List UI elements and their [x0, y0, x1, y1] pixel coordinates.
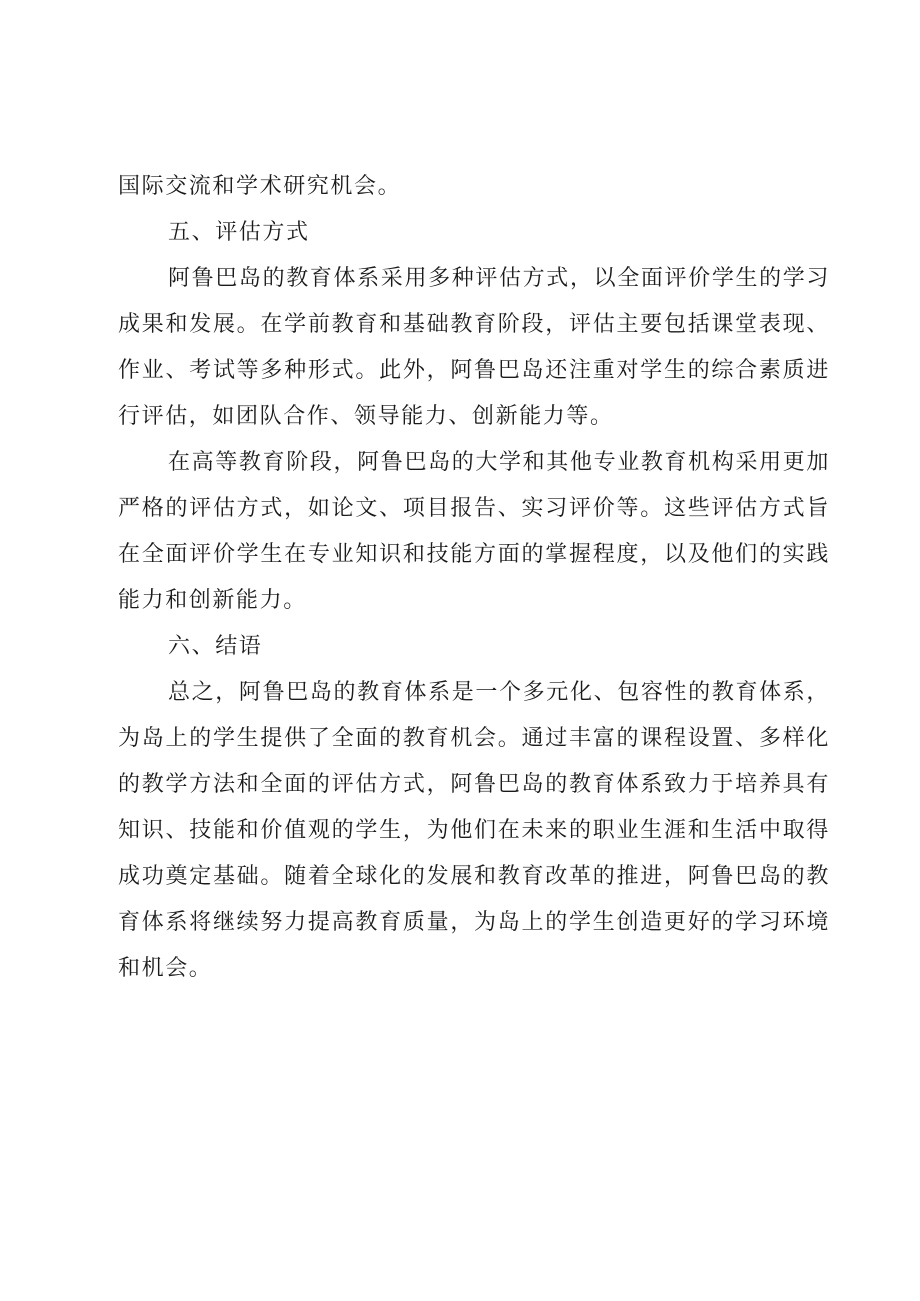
paragraph-evaluation-higher: 在高等教育阶段，阿鲁巴岛的大学和其他专业教育机构采用更加严格的评估方式，如论文、项目报告、实习评价等。这些评估方式旨在全面评价学生在专业知识和技能方面的掌握程度，以及他们的实践能力和创新能力。: [118, 450, 830, 613]
paragraph-conclusion: 总之，阿鲁巴岛的教育体系是一个多元化、包容性的教育体系，为岛上的学生提供了全面的教育机会。通过丰富的课程设置、多样化的教学方法和全面的评估方式，阿鲁巴岛的教育体系致力于培养具有知识、技能和价值观的学生，为他们在未来的职业生涯和生活中取得成功奠定基础。随着全球化的发展和教育改革的推进，阿鲁巴岛的教育体系将继续努力提高教育质量，为岛上的学生创造更好的学习环境和机会。: [118, 680, 830, 981]
section-heading-evaluation: 五、评估方式: [168, 220, 310, 245]
section-heading-conclusion: 六、结语: [168, 634, 263, 659]
paragraph-continuation: 国际交流和学术研究机会。: [118, 174, 402, 199]
paragraph-evaluation-basic: 阿鲁巴岛的教育体系采用多种评估方式，以全面评价学生的学习成果和发展。在学前教育和基础教育阶段，评估主要包括课堂表现、作业、考试等多种形式。此外，阿鲁巴岛还注重对学生的综合素质进行评估，如团队合作、领导能力、创新能力等。: [118, 266, 830, 429]
document-body: [118, 164, 830, 992]
